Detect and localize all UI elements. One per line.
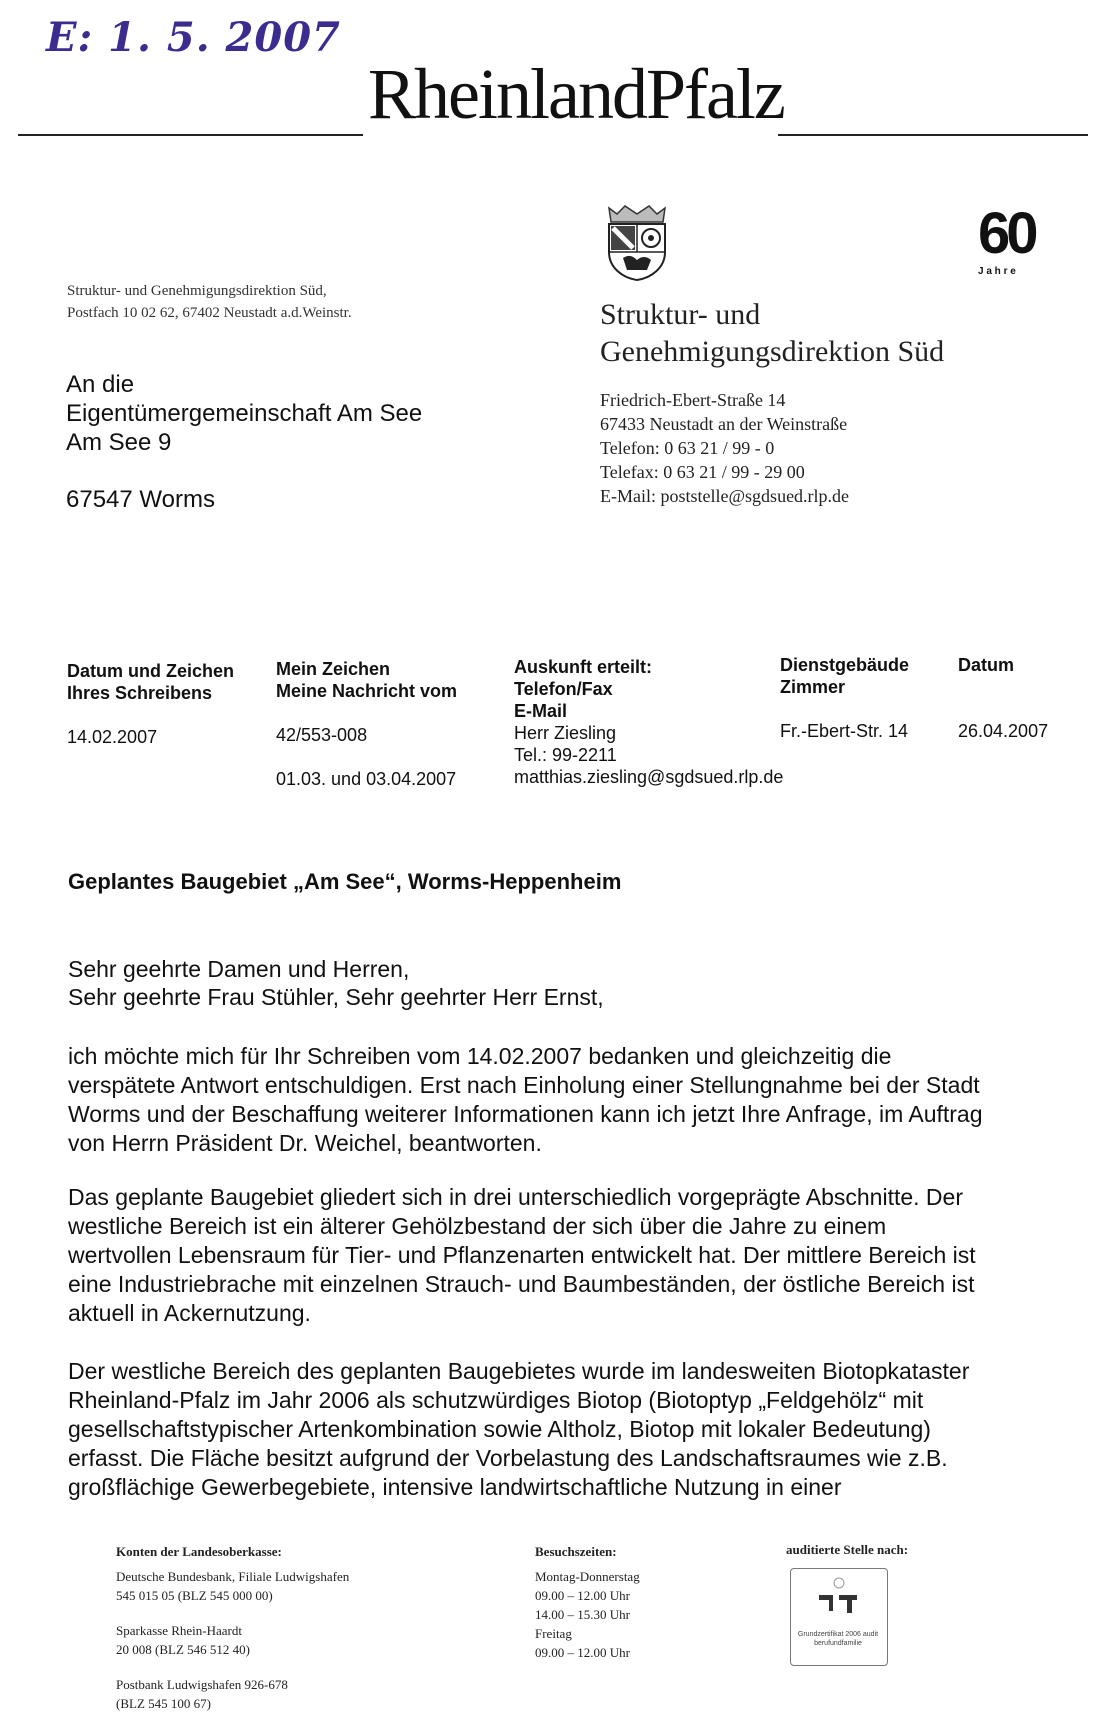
salutation-line: Sehr geehrte Damen und Herren, [68,956,410,982]
salutation-line: Sehr geehrte Frau Stühler, Sehr geehrter Herr Ernst, [68,984,604,1010]
reference-col-date [958,654,1048,742]
header-rule-left [18,134,363,136]
reference-value: 42/553-008 [276,725,368,745]
badge-number: 60 [978,201,1035,266]
footer-visiting-hours [535,1542,640,1662]
reference-heading: Ihres Schreibens [67,683,213,703]
reference-col-building [780,654,909,742]
salutation [68,955,604,1011]
recipient-line: Am See 9 [66,429,172,456]
footer-line: Freitag [535,1626,572,1641]
authority-name-line: Struktur- und [600,298,761,331]
footer-line: Montag-Donnerstag [535,1569,640,1584]
reference-heading: Telefon/Fax [514,679,613,699]
footer-line: Sparkasse Rhein-Haardt [116,1623,242,1638]
authority-city: 67433 Neustadt an der Weinstraße [600,414,848,434]
reference-value: Fr.-Ebert-Str. 14 [780,721,909,741]
body-line: Worms und der Beschaffung weiterer Informationen kann ich jetzt Ihre Anfrage, im Auftrag [68,1101,983,1127]
body-line: Das geplante Baugebiet gliedert sich in drei unterschiedlich vorgeprägte Abschnitte. Der [68,1184,963,1210]
reference-value: 01.03. und 03.04.2007 [276,769,457,789]
body-line: von Herrn Präsident Dr. Weichel, beantworten. [68,1130,542,1156]
reference-col-contact [514,656,783,788]
reference-heading: Dienstgebäude [780,655,910,675]
body-line: erfasst. Die Fläche besitzt aufgrund der Vorbelastung des Landschaftsraumes wie z.B. [68,1445,948,1471]
footer-line: 09.00 – 12.00 Uhr [535,1588,630,1603]
reference-heading: Meine Nachricht vom [276,681,458,701]
reference-value: Tel.: 99-2211 [514,745,617,765]
body-line: westliche Bereich ist ein älterer Gehölzbestand der sich über die Jahre zu einem [68,1213,887,1239]
body-line: gesellschaftstypischer Artenkombination sowie Altholz, Biotop mit lokaler Bedeutung) [68,1416,931,1442]
footer-line: 545 015 05 (BLZ 545 000 00) [116,1588,273,1603]
authority-fax: Telefax: 0 63 21 / 99 - 29 00 [600,462,805,482]
reference-email[interactable]: matthias.ziesling@sgdsued.rlp.de [514,767,784,787]
sender-line: Struktur- und Genehmigungsdirektion Süd, [67,283,327,299]
footer-line: 09.00 – 12.00 Uhr [535,1645,630,1660]
footer-accounts [116,1542,349,1713]
footer-heading: Besuchszeiten: [535,1544,617,1559]
badge-caption: J a h r e [978,266,1016,277]
reference-value: Herr Ziesling [514,723,617,743]
body-line: verspätete Antwort entschuldigen. Erst nach Einholung einer Stellungnahme bei der Stadt [68,1072,980,1098]
body-line: eine Industriebrache mit einzelnen Strauch- und Baumbeständen, der östliche Bereich ist [68,1271,975,1297]
recipient-city: 67547 Worms [66,486,215,513]
authority-contact [600,388,849,508]
reference-col-my-reference [276,658,457,790]
reference-heading: Datum und Zeichen [67,661,235,681]
header-rule-right [778,134,1088,136]
body-line: großflächige Gewerbegebiete, intensive landwirtschaftliche Nutzung in einer [68,1474,842,1500]
reference-value: 14.02.2007 [67,727,158,747]
footer-audit [786,1540,908,1565]
certificate-mark-icon [791,1569,887,1629]
footer-line: 14.00 – 15.30 Uhr [535,1607,630,1622]
coat-of-arms-icon [603,204,671,282]
recipient-line: An die [66,371,135,398]
audit-certificate-caption: Grundzertifikat 2006 audit berufundfamilie [797,1631,879,1647]
recipient-address [66,370,422,514]
sender-line: Postfach 10 02 62, 67402 Neustadt a.d.Weinstr. [67,305,352,321]
letter-subject: Geplantes Baugebiet „Am See“, Worms-Heppenheim [68,869,622,894]
reference-heading: Datum [958,655,1015,675]
body-line: Rheinland-Pfalz im Jahr 2006 als schutzwürdiges Biotop (Biotoptyp „Feldgehölz“ mit [68,1387,924,1413]
footer-line: 20 008 (BLZ 546 512 40) [116,1642,250,1657]
authority-email: E-Mail: poststelle@sgdsued.rlp.de [600,486,850,506]
body-line: ich möchte mich für Ihr Schreiben vom 14.02.2007 bedanken und gleichzeitig die [68,1043,892,1069]
authority-name [600,296,944,370]
reference-heading: Auskunft erteilt: [514,657,653,677]
footer-heading: Konten der Landesoberkasse: [116,1544,282,1559]
body-line: wertvollen Lebensraum für Tier- und Pflanzenarten entwickelt hat. Der mittlere Bereich ist [68,1242,976,1268]
footer-heading: auditierte Stelle nach: [786,1542,909,1557]
reference-col-your-letter [67,660,234,748]
reference-heading: Mein Zeichen [276,659,391,679]
audit-certificate-logo [790,1568,888,1666]
body-paragraph [68,1357,1078,1502]
authority-name-line: Genehmigungsdirektion Süd [600,335,945,368]
authority-street: Friedrich-Ebert-Straße 14 [600,390,786,410]
footer-line: (BLZ 545 100 67) [116,1696,211,1711]
sender-return-address [67,280,352,324]
body-line: Der westliche Bereich des geplanten Baugebietes wurde im landesweiten Biotopkataster [68,1358,970,1384]
reference-heading: E-Mail [514,701,568,721]
recipient-line: Eigentümergemeinschaft Am See [66,400,423,427]
footer-line: Deutsche Bundesbank, Filiale Ludwigshafen [116,1569,350,1584]
footer-line: Postbank Ludwigshafen 926-678 [116,1677,288,1692]
body-paragraph [68,1042,1078,1158]
reference-value: 26.04.2007 [958,721,1049,741]
sixty-years-badge [978,201,1062,284]
reference-heading: Zimmer [780,677,846,697]
handwritten-received-note: E: 1. 5. 2007 [46,14,341,61]
body-paragraph [68,1183,1078,1328]
brand-wordmark: RheinlandPfalz [368,54,784,134]
body-line: aktuell in Ackernutzung. [68,1300,311,1326]
authority-phone: Telefon: 0 63 21 / 99 - 0 [600,438,775,458]
